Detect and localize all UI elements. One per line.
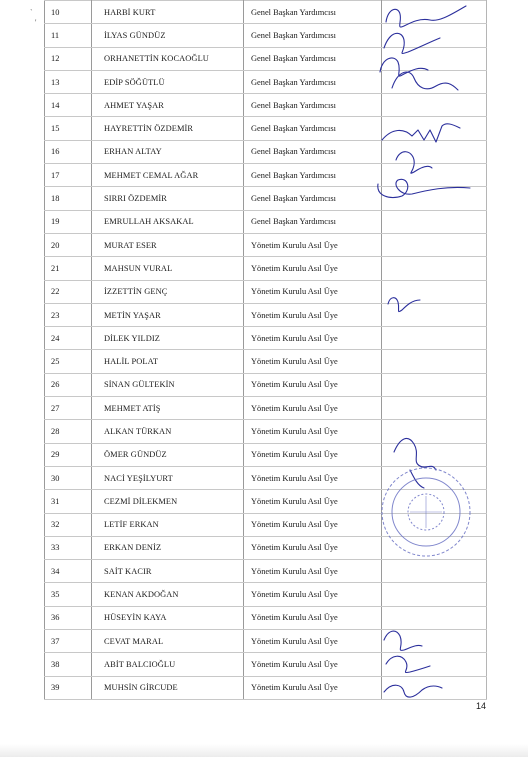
member-role-cell: Yönetim Kurulu Asıl Üye — [244, 327, 382, 350]
row-number-cell: 21 — [45, 257, 92, 280]
member-role-cell: Yönetim Kurulu Asıl Üye — [244, 583, 382, 606]
member-role-cell: Genel Başkan Yardımcısı — [244, 47, 382, 70]
row-number-cell: 28 — [45, 420, 92, 443]
member-name-cell: ORHANETTİN KOCAOĞLU — [92, 47, 244, 70]
member-role-cell: Genel Başkan Yardımcısı — [244, 94, 382, 117]
signature-cell — [382, 350, 487, 373]
member-name-cell: DİLEK YILDIZ — [92, 327, 244, 350]
table-row — [45, 187, 487, 210]
member-role-cell: Yönetim Kurulu Asıl Üye — [244, 466, 382, 489]
member-name-cell: MURAT ESER — [92, 233, 244, 256]
table-row — [45, 140, 487, 163]
signature-cell — [382, 140, 487, 163]
signature-cell — [382, 536, 487, 559]
member-name-cell: MAHSUN VURAL — [92, 257, 244, 280]
table-row — [45, 513, 487, 536]
member-name-cell: HALİL POLAT — [92, 350, 244, 373]
member-role-cell: Yönetim Kurulu Asıl Üye — [244, 676, 382, 699]
member-role-cell: Yönetim Kurulu Asıl Üye — [244, 303, 382, 326]
signature-cell — [382, 513, 487, 536]
signature-cell — [382, 164, 487, 187]
member-roster-table — [44, 0, 487, 700]
signature-cell — [382, 257, 487, 280]
table-row — [45, 466, 487, 489]
member-name-cell: AHMET YAŞAR — [92, 94, 244, 117]
row-number-cell: 31 — [45, 490, 92, 513]
signature-cell — [382, 327, 487, 350]
member-role-cell: Yönetim Kurulu Asıl Üye — [244, 233, 382, 256]
table-row — [45, 1, 487, 24]
member-role-cell: Yönetim Kurulu Asıl Üye — [244, 560, 382, 583]
member-role-cell: Yönetim Kurulu Asıl Üye — [244, 373, 382, 396]
member-role-cell: Yönetim Kurulu Asıl Üye — [244, 443, 382, 466]
member-role-cell: Yönetim Kurulu Asıl Üye — [244, 513, 382, 536]
signature-cell — [382, 397, 487, 420]
member-name-cell: NACİ YEŞİLYURT — [92, 466, 244, 489]
row-number-cell: 10 — [45, 1, 92, 24]
table-row — [45, 490, 487, 513]
member-name-cell: EMRULLAH AKSAKAL — [92, 210, 244, 233]
table-row — [45, 24, 487, 47]
member-role-cell: Yönetim Kurulu Asıl Üye — [244, 257, 382, 280]
row-number-cell: 25 — [45, 350, 92, 373]
signature-cell — [382, 490, 487, 513]
table-row — [45, 117, 487, 140]
signature-cell — [382, 70, 487, 93]
table-row — [45, 397, 487, 420]
row-number-cell: 38 — [45, 653, 92, 676]
signature-cell — [382, 583, 487, 606]
row-number-cell: 17 — [45, 164, 92, 187]
row-number-cell: 14 — [45, 94, 92, 117]
row-number-cell: 12 — [45, 47, 92, 70]
member-role-cell: Yönetim Kurulu Asıl Üye — [244, 490, 382, 513]
row-number-cell: 32 — [45, 513, 92, 536]
row-number-cell: 30 — [45, 466, 92, 489]
signature-cell — [382, 373, 487, 396]
signature-cell — [382, 606, 487, 629]
roster-body — [45, 1, 487, 700]
row-number-cell: 22 — [45, 280, 92, 303]
row-number-cell: 39 — [45, 676, 92, 699]
row-number-cell: 34 — [45, 560, 92, 583]
member-role-cell: Yönetim Kurulu Asıl Üye — [244, 420, 382, 443]
table-row — [45, 303, 487, 326]
member-name-cell: LETİF ERKAN — [92, 513, 244, 536]
member-role-cell: Genel Başkan Yardımcısı — [244, 140, 382, 163]
member-name-cell: HARBİ KURT — [92, 1, 244, 24]
member-name-cell: ERKAN DENİZ — [92, 536, 244, 559]
signature-cell — [382, 233, 487, 256]
member-role-cell: Genel Başkan Yardımcısı — [244, 70, 382, 93]
member-name-cell: ÖMER GÜNDÜZ — [92, 443, 244, 466]
row-number-cell: 36 — [45, 606, 92, 629]
page-edge — [0, 744, 528, 757]
member-name-cell: MUHSİN GİRCUDE — [92, 676, 244, 699]
member-role-cell: Yönetim Kurulu Asıl Üye — [244, 630, 382, 653]
row-number-cell: 23 — [45, 303, 92, 326]
margin-mark: ' — [35, 18, 37, 27]
member-name-cell: HÜSEYİN KAYA — [92, 606, 244, 629]
signature-cell — [382, 187, 487, 210]
member-role-cell: Yönetim Kurulu Asıl Üye — [244, 350, 382, 373]
member-name-cell: CEVAT MARAL — [92, 630, 244, 653]
signature-cell — [382, 280, 487, 303]
member-role-cell: Yönetim Kurulu Asıl Üye — [244, 280, 382, 303]
table-row — [45, 373, 487, 396]
row-number-cell: 33 — [45, 536, 92, 559]
member-name-cell: MEHMET CEMAL AĞAR — [92, 164, 244, 187]
signature-cell — [382, 210, 487, 233]
row-number-cell: 18 — [45, 187, 92, 210]
row-number-cell: 27 — [45, 397, 92, 420]
table-row — [45, 94, 487, 117]
member-name-cell: İZZETTİN GENÇ — [92, 280, 244, 303]
table-row — [45, 653, 487, 676]
member-name-cell: KENAN AKDOĞAN — [92, 583, 244, 606]
table-row — [45, 420, 487, 443]
row-number-cell: 13 — [45, 70, 92, 93]
member-name-cell: SİNAN GÜLTEKİN — [92, 373, 244, 396]
member-name-cell: METİN YAŞAR — [92, 303, 244, 326]
table-row — [45, 606, 487, 629]
table-row — [45, 560, 487, 583]
member-name-cell: SIRRI ÖZDEMİR — [92, 187, 244, 210]
member-name-cell: SAİT KACIR — [92, 560, 244, 583]
signature-cell — [382, 466, 487, 489]
table-row — [45, 280, 487, 303]
table-row — [45, 70, 487, 93]
row-number-cell: 35 — [45, 583, 92, 606]
table-row — [45, 676, 487, 699]
member-name-cell: EDİP SÖĞÜTLÜ — [92, 70, 244, 93]
table-row — [45, 257, 487, 280]
member-name-cell: ERHAN ALTAY — [92, 140, 244, 163]
row-number-cell: 20 — [45, 233, 92, 256]
table-row — [45, 630, 487, 653]
row-number-cell: 29 — [45, 443, 92, 466]
member-name-cell: İLYAS GÜNDÜZ — [92, 24, 244, 47]
signature-cell — [382, 24, 487, 47]
signature-cell — [382, 630, 487, 653]
member-role-cell: Genel Başkan Yardımcısı — [244, 24, 382, 47]
signature-cell — [382, 94, 487, 117]
signature-cell — [382, 117, 487, 140]
row-number-cell: 37 — [45, 630, 92, 653]
member-role-cell: Genel Başkan Yardımcısı — [244, 164, 382, 187]
row-number-cell: 16 — [45, 140, 92, 163]
table-row — [45, 233, 487, 256]
margin-mark: ` — [30, 8, 33, 17]
signature-cell — [382, 303, 487, 326]
row-number-cell: 24 — [45, 327, 92, 350]
member-name-cell: CEZMİ DİLEKMEN — [92, 490, 244, 513]
table-row — [45, 443, 487, 466]
signature-cell — [382, 653, 487, 676]
row-number-cell: 15 — [45, 117, 92, 140]
signature-cell — [382, 1, 487, 24]
member-name-cell: MEHMET ATİŞ — [92, 397, 244, 420]
signature-cell — [382, 560, 487, 583]
table-row — [45, 327, 487, 350]
member-role-cell: Yönetim Kurulu Asıl Üye — [244, 606, 382, 629]
signature-cell — [382, 443, 487, 466]
member-name-cell: ALKAN TÜRKAN — [92, 420, 244, 443]
member-role-cell: Genel Başkan Yardımcısı — [244, 187, 382, 210]
table-row — [45, 47, 487, 70]
table-row — [45, 536, 487, 559]
member-role-cell: Genel Başkan Yardımcısı — [244, 210, 382, 233]
table-row — [45, 164, 487, 187]
table-row — [45, 583, 487, 606]
member-role-cell: Yönetim Kurulu Asıl Üye — [244, 653, 382, 676]
table-row — [45, 210, 487, 233]
member-role-cell: Genel Başkan Yardımcısı — [244, 1, 382, 24]
member-role-cell: Yönetim Kurulu Asıl Üye — [244, 397, 382, 420]
page-number: 14 — [476, 701, 487, 711]
table-row — [45, 350, 487, 373]
row-number-cell: 19 — [45, 210, 92, 233]
member-name-cell: HAYRETTİN ÖZDEMİR — [92, 117, 244, 140]
signature-cell — [382, 676, 487, 699]
signature-cell — [382, 420, 487, 443]
member-role-cell: Yönetim Kurulu Asıl Üye — [244, 536, 382, 559]
member-name-cell: ABİT BALCIOĞLU — [92, 653, 244, 676]
member-role-cell: Genel Başkan Yardımcısı — [244, 117, 382, 140]
row-number-cell: 11 — [45, 24, 92, 47]
signature-cell — [382, 47, 487, 70]
row-number-cell: 26 — [45, 373, 92, 396]
